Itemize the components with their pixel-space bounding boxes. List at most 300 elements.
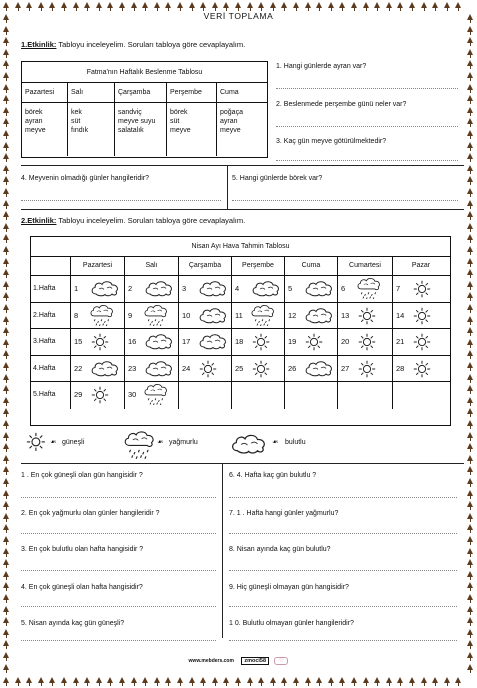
weather-day-cell	[393, 356, 449, 382]
tree-border-icon	[188, 677, 197, 686]
weather-day-cell	[285, 329, 338, 355]
answer-line[interactable]	[229, 640, 457, 641]
question-2-9: 9. Hiç güneşli olmayan gün hangisidir?	[229, 584, 349, 591]
weather-day-cell	[71, 303, 125, 329]
sun-icon	[358, 307, 376, 327]
tree-border-icon	[2, 536, 11, 545]
tree-border-icon	[2, 677, 11, 686]
nutrition-table	[21, 61, 268, 158]
tree-border-icon	[327, 2, 336, 11]
tree-border-icon	[466, 397, 475, 406]
weather-day-cell	[232, 276, 285, 302]
cloud-icon	[304, 359, 334, 379]
day-number: 27	[341, 363, 350, 373]
column-divider	[227, 165, 228, 209]
tree-border-icon	[2, 327, 11, 336]
weather-day-cell	[71, 276, 125, 302]
activity-1-label: 1.Etkinlik:	[21, 40, 57, 49]
tree-border-icon	[466, 536, 475, 545]
tree-border-icon	[83, 2, 92, 11]
answer-line[interactable]	[21, 640, 216, 641]
tree-border-icon	[292, 2, 301, 11]
food-item: börek	[170, 109, 188, 116]
tree-border-icon	[466, 455, 475, 464]
tree-border-icon	[385, 2, 394, 11]
tree-border-icon	[83, 677, 92, 686]
tree-border-icon	[2, 107, 11, 116]
activity-2-heading	[21, 216, 245, 225]
week-label: 4.Hafta	[31, 356, 71, 382]
tree-border-icon	[72, 2, 81, 11]
rain-icon	[357, 277, 381, 301]
tree-border-icon	[466, 37, 475, 46]
weather-day-cell	[125, 382, 179, 409]
tree-border-icon	[2, 26, 11, 35]
weather-day-cell	[125, 356, 179, 382]
tree-border-icon	[373, 677, 382, 686]
food-item: ayran	[220, 118, 238, 125]
nutrition-day-cell	[68, 103, 115, 156]
weather-day-cell	[71, 356, 125, 382]
tree-border-icon	[466, 72, 475, 81]
food-item: meyve	[220, 127, 241, 134]
tree-border-icon	[304, 2, 313, 11]
tree-border-icon	[338, 2, 347, 11]
rain-icon	[90, 304, 114, 328]
tree-border-icon	[2, 84, 11, 93]
weather-day-cell	[232, 382, 285, 409]
weather-header-cell: Salı	[125, 257, 179, 275]
answer-line[interactable]	[21, 606, 216, 607]
tree-border-icon	[466, 118, 475, 127]
answer-line[interactable]	[229, 570, 457, 571]
tree-border-icon	[25, 2, 34, 11]
day-number: 4	[235, 284, 240, 293]
weather-day-cell	[179, 356, 232, 382]
tree-border-icon	[2, 281, 11, 290]
tree-border-icon	[466, 501, 475, 510]
weather-day-cell	[338, 276, 393, 302]
day-number: 26	[288, 363, 297, 373]
cloud-icon	[144, 359, 174, 379]
question-2-1: 1 . En çok güneşli olan gün hangisidir ?	[21, 472, 143, 479]
tree-border-icon	[431, 2, 440, 11]
weather-day-cell	[285, 356, 338, 382]
tree-border-icon	[2, 165, 11, 174]
question-2-3: 3. En çok bulutlu olan hafta hangisidir ?	[21, 546, 144, 553]
tree-border-icon	[466, 594, 475, 603]
tree-border-icon	[280, 677, 289, 686]
tree-border-icon	[2, 582, 11, 591]
cloud-icon	[198, 306, 228, 326]
footer	[0, 657, 477, 665]
cloud-icon	[304, 306, 334, 326]
tree-border-icon	[60, 677, 69, 686]
tree-border-icon	[2, 606, 11, 615]
tree-border-icon	[466, 582, 475, 591]
day-number: 3	[182, 284, 187, 293]
nutrition-header-cell: Perşembe	[167, 83, 217, 102]
tree-border-icon	[466, 304, 475, 313]
tree-border-icon	[176, 677, 185, 686]
weather-day-cell	[338, 303, 393, 329]
sun-icon	[413, 280, 431, 300]
tree-border-icon	[466, 339, 475, 348]
tree-border-icon	[2, 153, 11, 162]
footer-site-link[interactable]: www.mebders.com	[188, 658, 234, 664]
question-2-5: 5. Nisan ayında kaç gün güneşli?	[21, 620, 125, 627]
sun-icon	[358, 333, 376, 353]
weather-week-row	[31, 356, 450, 383]
tree-border-icon	[466, 130, 475, 139]
tree-border-icon	[408, 677, 417, 686]
legend-rain-label: yağmurlu	[169, 439, 198, 446]
tree-border-icon	[2, 269, 11, 278]
tree-border-icon	[48, 2, 57, 11]
tree-border-icon	[188, 2, 197, 11]
tree-border-icon	[2, 455, 11, 464]
tree-border-icon	[2, 571, 11, 580]
tree-border-icon	[385, 677, 394, 686]
cloud-icon	[304, 279, 334, 299]
cloud-icon	[144, 332, 174, 352]
question-1-2: 2. Beslenmede perşembe günü neler var?	[276, 101, 407, 108]
tree-border-icon	[466, 142, 475, 151]
weather-table-caption: Nisan Ayı Hava Tahmin Tablosu	[31, 237, 450, 257]
weather-week-row	[31, 303, 450, 330]
weather-day-cell	[125, 329, 179, 355]
tree-border-icon	[2, 385, 11, 394]
weather-day-cell	[393, 329, 449, 355]
tree-border-icon	[130, 2, 139, 11]
week-label: 5.Hafta	[31, 382, 71, 409]
tree-border-icon	[466, 223, 475, 232]
tree-border-icon	[466, 629, 475, 638]
tree-border-icon	[466, 153, 475, 162]
sun-icon	[413, 307, 431, 327]
answer-line[interactable]	[21, 200, 221, 201]
nutrition-table-caption: Fatma'nın Haftalık Beslenme Tablosu	[22, 62, 267, 83]
tree-border-icon	[211, 677, 220, 686]
weather-day-cell	[285, 303, 338, 329]
answer-line[interactable]	[229, 533, 457, 534]
tree-border-icon	[396, 677, 405, 686]
nutrition-header-cell: Salı	[68, 83, 115, 102]
sun-icon	[252, 333, 270, 353]
weather-week-row	[31, 329, 450, 356]
day-number: 1	[74, 284, 79, 293]
tree-border-icon	[466, 350, 475, 359]
tree-border-icon	[466, 327, 475, 336]
tree-border-icon	[466, 432, 475, 441]
tree-border-icon	[373, 2, 382, 11]
tree-border-icon	[2, 316, 11, 325]
day-number: 24	[182, 363, 191, 373]
tree-border-icon	[257, 677, 266, 686]
day-number: 9	[128, 310, 133, 320]
weather-day-cell	[285, 276, 338, 302]
activity-1-heading	[21, 40, 245, 49]
day-number: 18	[235, 337, 244, 347]
question-2-4: 4. En çok güneşli olan hafta hangisidir?	[21, 584, 143, 591]
food-item: fındık	[71, 127, 89, 134]
tree-border-icon	[269, 2, 278, 11]
answer-line[interactable]	[276, 126, 458, 127]
tree-border-icon	[164, 677, 173, 686]
tree-border-icon	[269, 677, 278, 686]
tree-border-icon	[304, 677, 313, 686]
tree-border-icon	[2, 374, 11, 383]
cloud-icon	[144, 279, 174, 299]
tree-border-icon	[466, 211, 475, 220]
legend-arrow-icon: ☙	[272, 439, 279, 446]
day-number: 8	[74, 310, 79, 320]
question-2-6: 6. 4. Hafta kaç gün bulutlu ?	[229, 472, 317, 479]
tree-border-icon	[2, 548, 11, 557]
nutrition-day-cell	[115, 103, 167, 156]
sun-icon	[91, 386, 109, 406]
tree-border-icon	[2, 2, 11, 11]
day-number: 23	[128, 363, 137, 373]
tree-border-icon	[466, 26, 475, 35]
tree-border-icon	[466, 95, 475, 104]
tree-border-icon	[2, 478, 11, 487]
question-2-8: 8. Nisan ayında kaç gün bulutlu?	[229, 546, 331, 553]
tree-border-icon	[2, 617, 11, 626]
tree-border-icon	[2, 176, 11, 185]
question-2-7: 7. 1 . Hafta hangi günler yağmurlu?	[229, 510, 339, 517]
question-2-2: 2. En çok yağmurlu olan günler hangileridir ?	[21, 510, 160, 517]
cloud-icon	[198, 332, 228, 352]
tree-border-icon	[466, 374, 475, 383]
nutrition-header-cell: Cuma	[220, 89, 239, 96]
tree-border-icon	[466, 176, 475, 185]
tree-border-icon	[153, 677, 162, 686]
tree-border-icon	[60, 2, 69, 11]
weather-day-cell	[285, 382, 338, 409]
tree-border-icon	[466, 571, 475, 580]
cloud-icon	[198, 279, 228, 299]
nutrition-header-cell: Çarşamba	[115, 83, 167, 102]
tree-border-icon	[2, 292, 11, 301]
tree-border-icon	[118, 677, 127, 686]
legend-cloud-label: bulutlu	[285, 439, 306, 446]
nutrition-day-cell	[217, 103, 267, 156]
sun-icon	[358, 360, 376, 380]
tree-border-icon	[466, 84, 475, 93]
section-divider	[21, 463, 464, 464]
sun-icon	[91, 333, 109, 353]
food-item: salatalık	[118, 127, 144, 134]
tree-border-icon	[222, 2, 231, 11]
answer-line[interactable]	[21, 570, 216, 571]
weather-day-cell	[179, 382, 232, 409]
question-2-10: 1 0. Bulutlu olmayan günler hangileridir?	[229, 620, 354, 627]
tree-border-icon	[246, 2, 255, 11]
weather-day-cell	[393, 382, 449, 409]
tree-border-icon	[199, 677, 208, 686]
tree-border-icon	[454, 677, 463, 686]
day-number: 11	[235, 310, 243, 320]
tree-border-icon	[72, 677, 81, 686]
weather-day-cell	[179, 303, 232, 329]
tree-border-icon	[466, 246, 475, 255]
weather-day-cell	[232, 329, 285, 355]
day-number: 10	[182, 310, 191, 320]
activity-1-instruction: Tabloyu inceleyelim. Soruları tabloya göre cevaplayalım.	[58, 40, 246, 49]
tree-border-icon	[2, 408, 11, 417]
tree-border-icon	[466, 478, 475, 487]
tree-border-icon	[466, 292, 475, 301]
weather-day-cell	[71, 329, 125, 355]
day-number: 25	[235, 363, 244, 373]
tree-border-icon	[141, 677, 150, 686]
tree-border-icon	[246, 677, 255, 686]
day-number: 7	[396, 284, 401, 293]
day-number: 17	[182, 337, 191, 347]
tree-border-icon	[454, 2, 463, 11]
tree-border-icon	[443, 2, 452, 11]
legend-sun-label: güneşli	[62, 439, 85, 446]
weather-day-cell	[232, 356, 285, 382]
tree-border-icon	[118, 2, 127, 11]
tree-border-icon	[420, 2, 429, 11]
food-item: kek	[71, 109, 82, 116]
tree-border-icon	[234, 677, 243, 686]
tree-border-icon	[2, 72, 11, 81]
tree-border-icon	[431, 677, 440, 686]
tree-border-icon	[2, 188, 11, 197]
tree-border-icon	[466, 617, 475, 626]
day-number: 6	[341, 284, 346, 293]
tree-border-icon	[141, 2, 150, 11]
day-number: 30	[128, 390, 137, 400]
answer-line[interactable]	[21, 533, 216, 534]
tree-border-icon	[466, 188, 475, 197]
tree-border-icon	[420, 677, 429, 686]
weather-header-cell: Cumartesi	[338, 257, 393, 275]
food-item: süt	[71, 118, 81, 125]
food-item: süt	[170, 118, 180, 125]
question-1-4: 4. Meyvenin olmadığı günler hangileridir?	[21, 175, 150, 182]
weather-day-cell	[338, 356, 393, 382]
cloud-icon	[90, 359, 120, 379]
tree-border-icon	[466, 49, 475, 58]
tree-border-icon	[350, 677, 359, 686]
section-divider	[21, 209, 464, 210]
tree-border-icon	[153, 2, 162, 11]
food-item: börek	[25, 109, 43, 116]
weather-day-cell	[393, 276, 449, 302]
tree-border-icon	[466, 258, 475, 267]
tree-border-icon	[466, 362, 475, 371]
tree-border-icon	[466, 107, 475, 116]
tree-border-icon	[466, 200, 475, 209]
tree-border-icon	[211, 2, 220, 11]
tree-border-icon	[292, 677, 301, 686]
day-number: 22	[74, 363, 83, 373]
tree-border-icon	[466, 524, 475, 533]
tree-border-icon	[2, 234, 11, 243]
tree-border-icon	[466, 640, 475, 649]
nutrition-table-body-row	[22, 103, 267, 156]
day-number: 14	[396, 310, 405, 320]
tree-border-icon	[466, 548, 475, 557]
column-divider	[222, 463, 223, 638]
answer-line[interactable]	[229, 497, 457, 498]
cloud-icon	[251, 279, 281, 299]
answer-line[interactable]	[21, 497, 216, 498]
tree-border-icon	[466, 490, 475, 499]
tree-border-icon	[14, 2, 23, 11]
tree-border-icon	[37, 677, 46, 686]
footer-code: zmoci58	[241, 657, 269, 665]
question-1-3: 3. Kaç gün meyve götürülmektedir?	[276, 138, 387, 145]
food-item: meyve	[25, 127, 46, 134]
day-number: 12	[288, 310, 297, 320]
answer-line[interactable]	[229, 606, 457, 607]
tree-border-icon	[443, 677, 452, 686]
tree-border-icon	[2, 397, 11, 406]
tree-border-icon	[164, 2, 173, 11]
cloud-icon	[230, 432, 268, 457]
tree-border-icon	[396, 2, 405, 11]
tree-border-icon	[315, 2, 324, 11]
page-title: VERİ TOPLAMA	[203, 11, 274, 21]
rain-icon	[251, 304, 275, 328]
question-1-5: 5. Hangi günlerde börek var?	[232, 175, 323, 182]
tree-border-icon	[2, 142, 11, 151]
week-label: 2.Hafta	[31, 303, 71, 329]
tree-border-icon	[466, 606, 475, 615]
legend-arrow-icon: ☙	[157, 439, 164, 446]
rain-icon	[144, 304, 168, 328]
tree-border-icon	[2, 258, 11, 267]
answer-line[interactable]	[276, 88, 458, 89]
tree-border-icon	[48, 677, 57, 686]
weather-header-cell: Cuma	[285, 257, 338, 275]
sun-icon	[199, 360, 217, 380]
answer-line[interactable]	[276, 160, 458, 161]
tree-border-icon	[2, 513, 11, 522]
day-number: 28	[396, 363, 405, 373]
tree-border-icon	[106, 2, 115, 11]
tree-border-icon	[2, 629, 11, 638]
tree-border-icon	[466, 60, 475, 69]
weather-table	[30, 236, 451, 426]
weather-day-cell	[125, 276, 179, 302]
weather-day-cell	[125, 303, 179, 329]
weather-table-header-row	[31, 257, 450, 276]
weather-day-cell	[393, 303, 449, 329]
tree-border-icon	[2, 339, 11, 348]
tree-border-icon	[2, 501, 11, 510]
tree-border-icon	[2, 304, 11, 313]
tree-border-icon	[2, 640, 11, 649]
activity-2-label: 2.Etkinlik:	[21, 216, 57, 225]
food-item: poğaça	[220, 109, 243, 116]
sun-icon	[413, 360, 431, 380]
tree-border-icon	[2, 200, 11, 209]
tree-border-icon	[2, 594, 11, 603]
tree-border-icon	[2, 420, 11, 429]
nutrition-day-cell	[22, 103, 68, 156]
tree-border-icon	[2, 350, 11, 359]
rain-icon	[124, 430, 155, 461]
tree-border-icon	[280, 2, 289, 11]
section-divider	[21, 165, 464, 166]
answer-line[interactable]	[232, 200, 458, 201]
